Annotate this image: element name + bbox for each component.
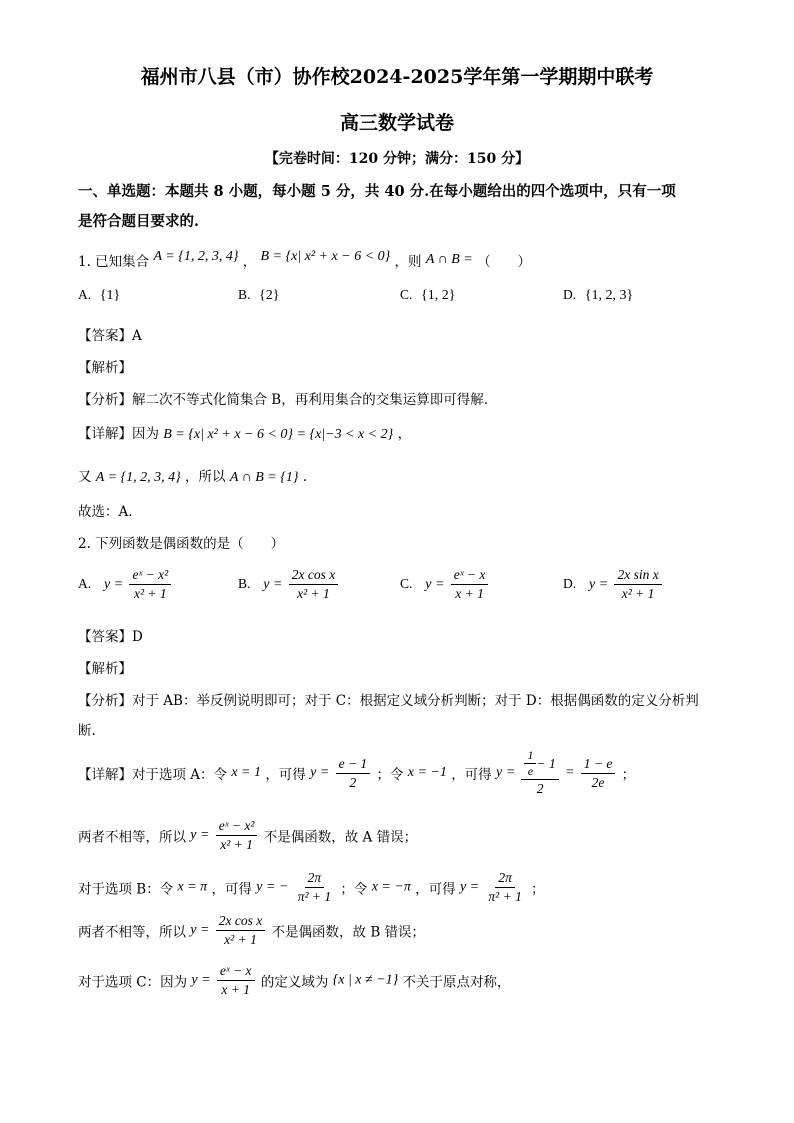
- q2-option-c: C. y = $\frac{\text{eˣ − x}}{x + 1}$: [400, 566, 490, 603]
- q1-operation: A ∩ B =: [425, 252, 473, 267]
- q2-answer: 【答案】D: [78, 629, 143, 645]
- q1-analysis: 【分析】解二次不等式化简集合 B，再利用集合的交集运算即可得解.: [78, 392, 489, 408]
- q1-answer: 【答案】A: [78, 328, 142, 344]
- q1-then: ，则: [394, 254, 422, 270]
- q1-detail-math: B = {x| x² + x − 6 < 0} = {x|−3 < x < 2}: [163, 427, 394, 442]
- q2-neq-a: 两者不相等，所以 y = $\frac{\text{eˣ − x²}}{\text{x² + 1}}$ 不是偶函数，故 A 错误；: [78, 818, 418, 852]
- q1-set-b: B = {x| x² + x − 6 < 0}: [260, 249, 391, 264]
- q1-set-a: A = {1, 2, 3, 4}: [153, 249, 239, 264]
- q1-option-b: B. {2}: [238, 287, 280, 303]
- exam-title: 福州市八县（市）协作校2024-2025学年第一学期期中联考: [140, 66, 654, 88]
- q1-option-c: C. {1, 2}: [400, 287, 456, 303]
- q2-neq-b: 两者不相等，所以 y = $\frac{\text{2x cos x}}{\text{x² + 1}}$ 不是偶函数，故 B 错误；: [78, 913, 426, 947]
- q1-prefix: 1. 已知集合: [78, 254, 150, 270]
- q2-option-a: A. y = $\frac{\text{eˣ − x²}}{\text{x² + 1}}$: [78, 566, 173, 603]
- q1-comma: ，: [242, 254, 257, 270]
- exam-subtitle: 高三数学试卷: [339, 112, 454, 134]
- q2-detail-a: 【详解】对于选项 A：令 x = 1 ，可得 y = $\frac{e - 1}{2}$ ；令 x = −1 ，可得 y = $\frac{1}{e}$ − 1 2 = $\frac{1 - e}{2e}$ ；: [78, 748, 636, 796]
- question-1-stem: [78, 250, 531, 271]
- section-heading-line2: 是符合题目要求的.: [78, 213, 200, 230]
- question-2-stem: 2. 下列函数是偶函数的是（ ）: [78, 536, 285, 552]
- q1-answer-paren: （ ）: [477, 254, 532, 270]
- q1-detail: 【详解】因为 B = {x| x² + x − 6 < 0} = {x|−3 < x < 2} ，: [78, 426, 412, 442]
- q1-option-a: A. {1}: [78, 287, 121, 303]
- q1-detail-line2: 又 A = {1, 2, 3, 4} ，所以 A ∩ B = {1} .: [78, 469, 308, 485]
- q1-analysis-tag: 【解析】: [78, 360, 132, 376]
- q2-option-b: B. y = $\frac{\text{2x cos x}}{\text{x² + 1}}$: [238, 566, 340, 603]
- q2-analysis-line2: 断.: [78, 723, 96, 739]
- q1-option-d: D. {1, 2, 3}: [563, 287, 634, 303]
- q1-conclusion: 故选：A.: [78, 504, 133, 520]
- q2-detail-b: 对于选项 B：令 x = π ，可得 y = − $\frac{2\pi}{\text{π² + 1}}$ ；令 x = −π ，可得 y = $\frac{2\pi}{\text{π² + 1}}$ ；: [78, 870, 545, 904]
- q2-option-d: D. y = $\frac{\text{2x sin x}}{\text{x² + 1}}$: [563, 566, 664, 603]
- section-heading-line1: 一、单选题：本题共 8 小题，每小题 5 分，共 40 分.在每小题给出的四个选项中，只有一项: [78, 183, 676, 200]
- q2-analysis-line1: 【分析】对于 AB：举反例说明即可；对于 C：根据定义域分析判断；对于 D：根据偶函数的定义分析判: [78, 693, 699, 709]
- q2-detail-c: 对于选项 C：因为 y = $\frac{\text{eˣ − x}}{x + 1}$ 的定义域为 {x | x ≠ −1} 不关于原点对称，: [78, 963, 511, 997]
- q2-analysis-tag: 【解析】: [78, 661, 132, 677]
- exam-info: 【完卷时间：120 分钟；满分：150 分】: [264, 151, 530, 167]
